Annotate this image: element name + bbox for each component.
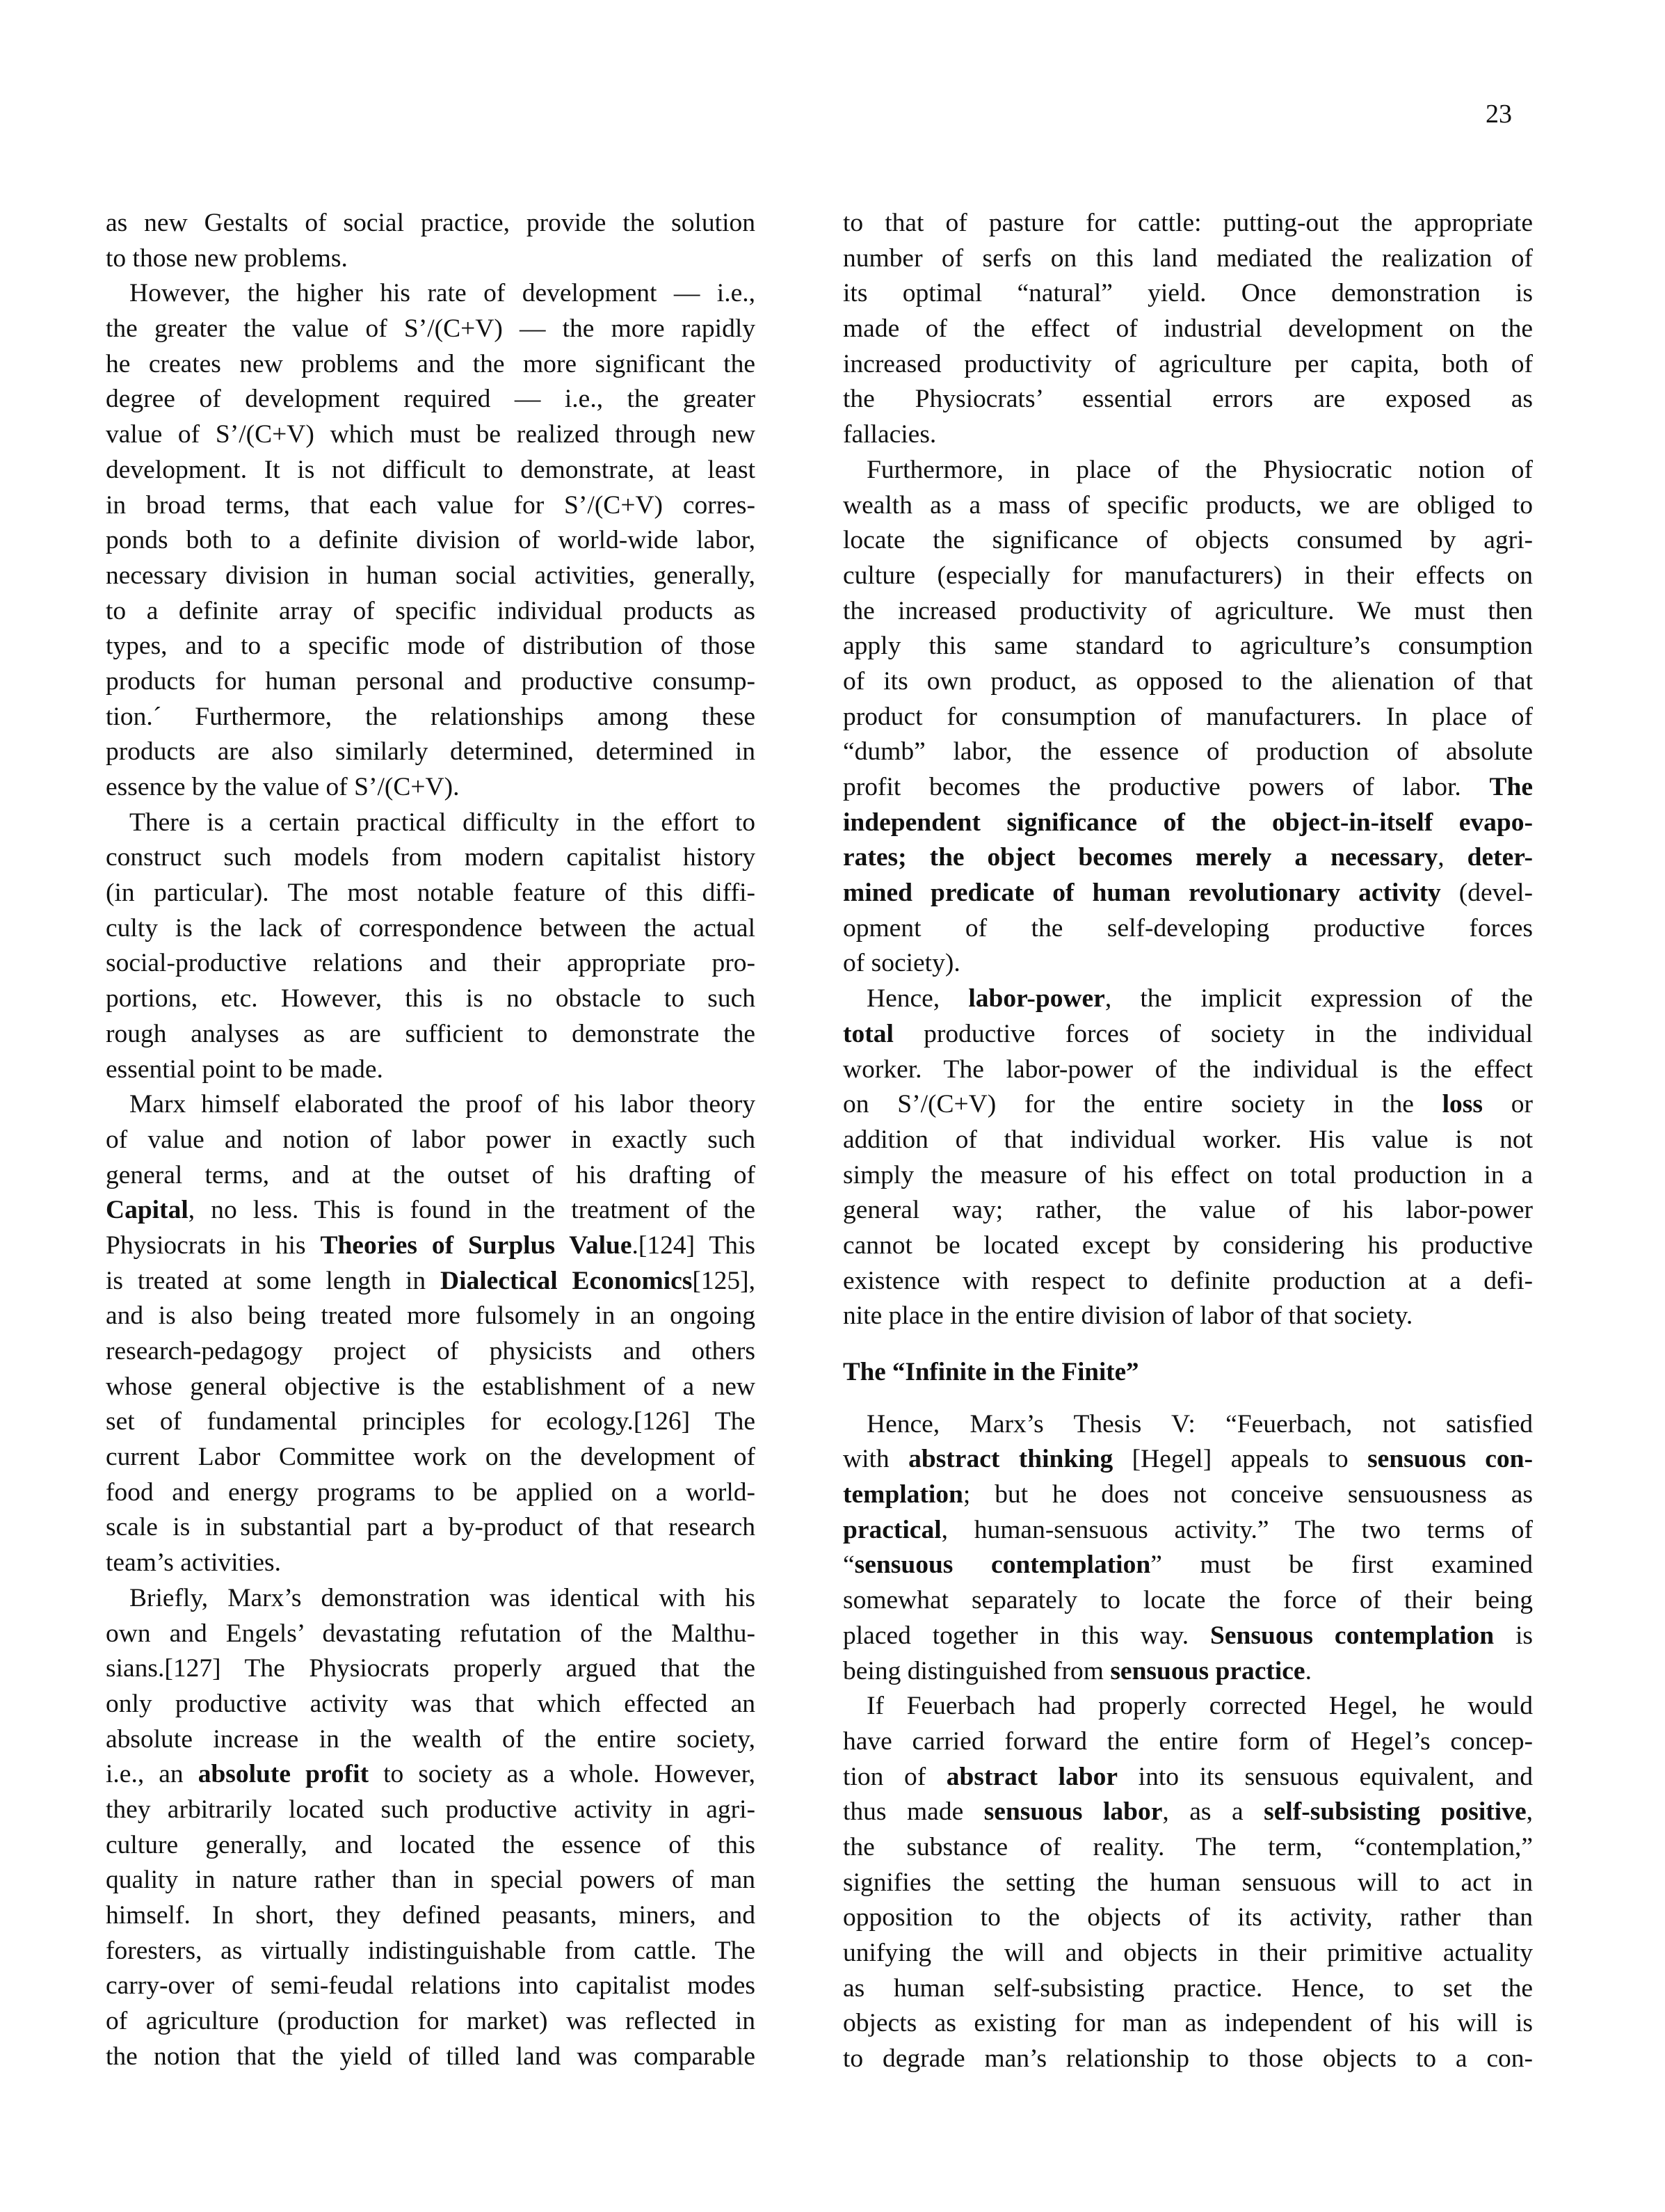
text-line (106, 981, 755, 1017)
text-line (106, 1651, 755, 1687)
text-run: necessary division in human social activities, generally, (106, 561, 755, 590)
text-run: signifies the setting the human sensuous will to act in (843, 1868, 1533, 1897)
text-line (106, 1193, 755, 1228)
bold-text: sensuous practice (1110, 1656, 1305, 1685)
text-line (843, 876, 1533, 911)
text-run: apply this same standard to agriculture’s consumption (843, 632, 1533, 661)
text-line (843, 1689, 1533, 1724)
text-line (106, 1370, 755, 1405)
bold-text: loss (1442, 1090, 1483, 1119)
text-run: [125], (692, 1266, 756, 1295)
text-run: products for human personal and productive consump- (106, 666, 755, 696)
paragraph (106, 276, 755, 805)
text-run: research-pedagogy project of physicists and others (106, 1337, 755, 1365)
text-line (106, 1934, 755, 1969)
text-line (106, 559, 755, 594)
bold-text: labor-power (968, 984, 1105, 1013)
text-line (843, 735, 1533, 770)
text-line (106, 347, 755, 383)
text-run: However, the higher his rate of development — i.e., (129, 279, 755, 308)
text-run: . (1305, 1656, 1312, 1685)
text-line (106, 911, 755, 947)
text-run: .[124] This (632, 1231, 756, 1260)
text-run: tion.´ Furthermore, the relationships among these (106, 702, 755, 731)
text-line (843, 629, 1533, 664)
text-line (106, 1087, 755, 1123)
text-line (106, 1264, 755, 1299)
text-run: into its sensuous equivalent, and (1118, 1762, 1533, 1791)
text-run: portions, etc. However, this is no obstacle to such (106, 984, 755, 1013)
text-line (843, 1724, 1533, 1760)
text-line (106, 770, 755, 806)
text-line (106, 1898, 755, 1934)
text-line (106, 1404, 755, 1440)
text-line (843, 523, 1533, 559)
text-line (843, 700, 1533, 735)
text-run: There is a certain practical difficulty in the effort to (129, 808, 755, 837)
bold-text: deter- (1467, 843, 1533, 872)
text-line (843, 806, 1533, 841)
text-run: set of fundamental principles for ecology.[126] The (106, 1407, 755, 1436)
text-run: being distinguished from (843, 1656, 1111, 1685)
text-run: worker. The labor-power of the individual is the effect (843, 1055, 1533, 1084)
text-run: , no less. This is found in the treatment of the (188, 1196, 755, 1225)
text-run: value of S’/(C+V) which must be realized through new (106, 420, 755, 449)
text-line (843, 594, 1533, 630)
text-line (106, 735, 755, 770)
text-run: degree of development required — i.e., the greater (106, 385, 755, 414)
text-run: the greater the value of S’/(C+V) — the more rapidly (106, 314, 755, 344)
text-line (843, 1513, 1533, 1548)
paragraph (843, 981, 1533, 1334)
text-run: thus made (843, 1797, 984, 1827)
text-line (106, 1123, 755, 1158)
text-run: with (843, 1445, 909, 1474)
text-line (106, 840, 755, 876)
text-line (106, 1017, 755, 1052)
paragraph (843, 1689, 1533, 2077)
text-line (106, 312, 755, 347)
text-run: of society). (843, 949, 960, 978)
bold-text: sensuous labor (983, 1797, 1163, 1827)
text-run: ; but he does not conceive sensuousness as (963, 1480, 1533, 1509)
text-run: on S’/(C+V) for the entire society in the (843, 1090, 1442, 1119)
text-line (843, 1017, 1533, 1052)
bold-text: sensuous contemplation (854, 1550, 1151, 1580)
text-line (106, 876, 755, 911)
text-run: is treated at some length in (106, 1266, 440, 1295)
text-run: the substance of reality. The term, “contemplation,” (843, 1832, 1533, 1861)
text-line (106, 1793, 755, 1828)
bold-text: abstract labor (946, 1762, 1118, 1791)
page-number: 23 (1486, 99, 1512, 129)
text-line (106, 1617, 755, 1652)
text-line (843, 276, 1533, 312)
text-run: , human-sensuous activity.” The two terms of (941, 1515, 1533, 1544)
text-line (106, 488, 755, 524)
text-line (843, 1407, 1533, 1443)
text-run: whose general objective is the establishment of a new (106, 1372, 755, 1401)
text-run: existence with respect to definite production at a defi- (843, 1266, 1533, 1295)
right-column-body-bottom (843, 1407, 1533, 2077)
text-run: have carried forward the entire form of Hegel’s concep- (843, 1726, 1533, 1756)
right-column (843, 206, 1533, 2077)
text-line (843, 981, 1533, 1017)
text-run: “ (843, 1550, 855, 1580)
text-run: to a definite array of specific individual products as (106, 596, 755, 625)
paragraph (106, 806, 755, 1088)
text-line (843, 1760, 1533, 1795)
bold-text: templation (843, 1480, 963, 1509)
text-line (106, 417, 755, 453)
text-run: opposition to the objects of its activity, rather than (843, 1903, 1533, 1932)
bold-text: sensuous con- (1367, 1445, 1533, 1474)
text-run: absolute increase in the wealth of the entire society, (106, 1724, 755, 1754)
text-line (106, 1228, 755, 1264)
text-run: to society as a whole. However, (369, 1760, 755, 1789)
text-line (106, 241, 755, 277)
text-line (843, 2042, 1533, 2077)
text-line (843, 770, 1533, 806)
paragraph (106, 1581, 755, 2075)
text-run: its optimal “natural” yield. Once demonstration is (843, 279, 1533, 308)
text-run: simply the measure of his effect on total production in a (843, 1160, 1533, 1189)
text-line (843, 1830, 1533, 1866)
text-run: social-productive relations and their appropriate pro- (106, 949, 755, 978)
text-run: of its own product, as opposed to the alienation of that (843, 666, 1533, 696)
text-run: cannot be located except by considering his productive (843, 1231, 1533, 1260)
text-line (843, 1654, 1533, 1690)
text-line (843, 488, 1533, 524)
right-column-body-top (843, 206, 1533, 1334)
text-run: i.e., an (106, 1760, 198, 1789)
text-run: culty is the lack of correspondence between the actual (106, 913, 755, 943)
text-run: they arbitrarily located such productive activity in agri- (106, 1795, 755, 1824)
text-run: wealth as a mass of specific products, we are obliged to (843, 490, 1533, 520)
text-line (843, 1158, 1533, 1194)
text-line (843, 312, 1533, 347)
section-heading (843, 1355, 1533, 1390)
text-run: to that of pasture for cattle: putting-out the appropriate (843, 209, 1533, 237)
bold-text: total (843, 1019, 894, 1048)
text-run: current Labor Committee work on the development of (106, 1443, 755, 1472)
text-run: If Feuerbach had properly corrected Hegel, he would (867, 1692, 1533, 1721)
text-line (106, 382, 755, 417)
text-run: rough analyses as are sufficient to demonstrate the (106, 1019, 755, 1048)
text-run: placed together in this way. (843, 1621, 1211, 1650)
text-run: types, and to a specific mode of distribution of those (106, 632, 755, 661)
text-line (106, 2039, 755, 2075)
text-run: Physiocrats in his (106, 1231, 321, 1260)
text-line (106, 453, 755, 488)
text-line (106, 1757, 755, 1793)
text-run: , as a (1162, 1797, 1264, 1827)
bold-text: Dialectical Economics (440, 1266, 693, 1295)
text-line (843, 2006, 1533, 2042)
text-run: food and energy programs to be applied on a world- (106, 1477, 755, 1507)
paragraph (843, 206, 1533, 453)
text-line (106, 1510, 755, 1546)
text-line (843, 1477, 1533, 1513)
text-run: “dumb” labor, the essence of production of absolute (843, 737, 1533, 767)
text-line (106, 1546, 755, 1581)
text-line (843, 946, 1533, 981)
text-line (843, 1087, 1533, 1123)
text-run: scale is in substantial part a by-product of that research (106, 1513, 755, 1542)
bold-text: rates; the object becomes merely a necessary (843, 843, 1438, 872)
text-run: nite place in the entire division of labor of that society. (843, 1301, 1413, 1331)
text-run: productive forces of society in the individual (893, 1019, 1533, 1048)
text-line (843, 1619, 1533, 1654)
text-run: increased productivity of agriculture per capita, both of (843, 349, 1533, 378)
text-line (106, 523, 755, 559)
text-run: he creates new problems and the more significant the (106, 349, 755, 378)
text-run: in broad terms, that each value for S’/(C+V) corres- (106, 490, 755, 520)
text-line (843, 1228, 1533, 1264)
text-run: carry-over of semi-feudal relations into capitalist modes (106, 1971, 755, 2001)
text-line (106, 2004, 755, 2039)
text-line (106, 629, 755, 664)
bold-text: practical (843, 1515, 942, 1544)
text-run: Furthermore, in place of the Physiocratic notion of (867, 455, 1533, 484)
text-run: essential point to be made. (106, 1055, 383, 1084)
text-run: culture (especially for manufacturers) in their effects on (843, 561, 1533, 590)
paragraph (843, 453, 1533, 981)
text-run: [Hegel] appeals to (1113, 1445, 1368, 1474)
text-run: product for consumption of manufacturers. In place of (843, 702, 1533, 731)
text-line (843, 559, 1533, 594)
text-line (106, 276, 755, 312)
text-run: or (1483, 1090, 1533, 1119)
text-line (106, 1052, 755, 1088)
text-line (843, 1866, 1533, 1901)
text-line (106, 1475, 755, 1511)
text-run: essence by the value of S’/(C+V). (106, 773, 460, 801)
text-line (843, 347, 1533, 383)
text-run: only productive activity was that which effected an (106, 1689, 755, 1718)
text-line (106, 1334, 755, 1370)
text-line (843, 1583, 1533, 1619)
text-line (843, 911, 1533, 947)
text-run: the increased productivity of agriculture. We must then (843, 596, 1533, 625)
text-run: ponds both to a definite division of world-wide labor, (106, 526, 755, 555)
text-run: opment of the self-developing productive forces (843, 913, 1533, 943)
text-line (106, 1969, 755, 2004)
paragraph (843, 1407, 1533, 1690)
text-line (106, 946, 755, 981)
bold-text: Theories of Surplus Value (320, 1231, 632, 1260)
text-line (106, 206, 755, 241)
text-line (106, 1440, 755, 1475)
text-run: the Physiocrats’ essential errors are exposed as (843, 385, 1533, 414)
text-run: ” must be first examined (1150, 1550, 1533, 1580)
text-line (843, 1052, 1533, 1088)
text-run: locate the significance of objects consumed by agri- (843, 526, 1533, 555)
text-line (106, 664, 755, 700)
text-line (843, 1900, 1533, 1936)
text-line (843, 1442, 1533, 1477)
text-run: , (1438, 843, 1467, 872)
text-line (106, 1863, 755, 1898)
text-line (843, 840, 1533, 876)
text-run: , the implicit expression of the (1104, 984, 1534, 1013)
bold-text: The (1489, 773, 1533, 801)
text-run: somewhat separately to locate the force of their being (843, 1586, 1533, 1615)
paragraph (106, 206, 755, 276)
text-run: of value and notion of labor power in exactly such (106, 1125, 755, 1154)
text-run: number of serfs on this land mediated the realization of (843, 243, 1533, 273)
text-run: Marx himself elaborated the proof of his labor theory (129, 1090, 755, 1119)
text-line (843, 241, 1533, 277)
text-line (843, 382, 1533, 417)
text-line (106, 1158, 755, 1194)
text-run: as new Gestalts of social practice, provide the solution (106, 209, 755, 237)
text-run: to degrade man’s relationship to those objects to a con- (843, 2044, 1533, 2074)
text-run: general way; rather, the value of his labor-power (843, 1196, 1533, 1225)
text-run: to those new problems. (106, 243, 348, 273)
text-line (106, 1581, 755, 1617)
text-line (843, 1795, 1533, 1830)
text-line (843, 206, 1533, 241)
text-line (106, 1722, 755, 1758)
text-run: quality in nature rather than in special powers of man (106, 1866, 755, 1895)
text-run: tion of (843, 1762, 947, 1791)
text-run: as human self-subsisting practice. Hence, to set the (843, 1973, 1533, 2003)
text-line (106, 1299, 755, 1334)
text-run: (in particular). The most notable feature of this diffi- (106, 879, 755, 908)
text-line (843, 1936, 1533, 1971)
text-run: Hence, Marx’s Thesis V: “Feuerbach, not satisfied (867, 1409, 1533, 1438)
bold-text: absolute profit (198, 1760, 369, 1789)
text-run: culture generally, and located the essence of this (106, 1830, 755, 1859)
text-line (106, 1687, 755, 1722)
text-line (843, 1299, 1533, 1334)
text-run: of agriculture (production for market) was reflected in (106, 2007, 755, 2036)
text-line (843, 453, 1533, 488)
text-line (106, 594, 755, 630)
text-line (843, 1971, 1533, 2007)
text-run: construct such models from modern capitalist history (106, 843, 755, 872)
text-run: is (1494, 1621, 1534, 1650)
section-heading-text: The “Infinite in the Finite” (843, 1358, 1139, 1386)
text-line (843, 1264, 1533, 1299)
text-line (106, 806, 755, 841)
text-run: general terms, and at the outset of his drafting of (106, 1160, 755, 1189)
left-column (106, 206, 755, 2074)
paragraph (106, 1087, 755, 1581)
text-run: development. It is not difficult to demonstrate, at least (106, 455, 755, 484)
bold-text: independent significance of the object-in-itself evapo- (843, 808, 1533, 837)
text-run: profit becomes the productive powers of labor. (843, 773, 1490, 801)
bold-text: mined predicate of human revolutionary activity (843, 879, 1441, 908)
text-run: sians.[127] The Physiocrats properly argued that the (106, 1654, 755, 1683)
text-line (843, 417, 1533, 453)
bold-text: self-subsisting positive (1264, 1797, 1527, 1827)
text-line (843, 1123, 1533, 1158)
bold-text: Capital (106, 1196, 188, 1225)
text-run: Hence, (867, 984, 969, 1013)
text-line (106, 700, 755, 735)
text-line (843, 664, 1533, 700)
text-line (843, 1548, 1533, 1583)
text-run: (devel- (1440, 879, 1533, 908)
text-run: foresters, as virtually indistinguishable from cattle. The (106, 1936, 755, 1965)
text-run: the notion that the yield of tilled land was comparable (106, 2042, 755, 2071)
bold-text: Sensuous contemplation (1210, 1621, 1495, 1650)
text-run: own and Engels’ devastating refutation of the Malthu- (106, 1619, 755, 1648)
text-run: , (1526, 1797, 1533, 1827)
text-run: team’s activities. (106, 1548, 282, 1578)
text-run: fallacies. (843, 420, 937, 449)
text-run: Briefly, Marx’s demonstration was identical with his (129, 1583, 755, 1612)
bold-text: abstract thinking (908, 1445, 1113, 1474)
text-run: addition of that individual worker. His value is not (843, 1125, 1533, 1154)
text-run: products are also similarly determined, determined in (106, 737, 755, 767)
text-run: himself. In short, they defined peasants, miners, and (106, 1901, 755, 1930)
text-line (106, 1828, 755, 1864)
text-run: made of the effect of industrial development on the (843, 314, 1533, 344)
text-run: objects as existing for man as independent of his will is (843, 2009, 1533, 2038)
text-run: and is also being treated more fulsomely in an ongoing (106, 1301, 755, 1331)
text-run: unifying the will and objects in their primitive actuality (843, 1939, 1533, 1967)
text-line (843, 1193, 1533, 1228)
